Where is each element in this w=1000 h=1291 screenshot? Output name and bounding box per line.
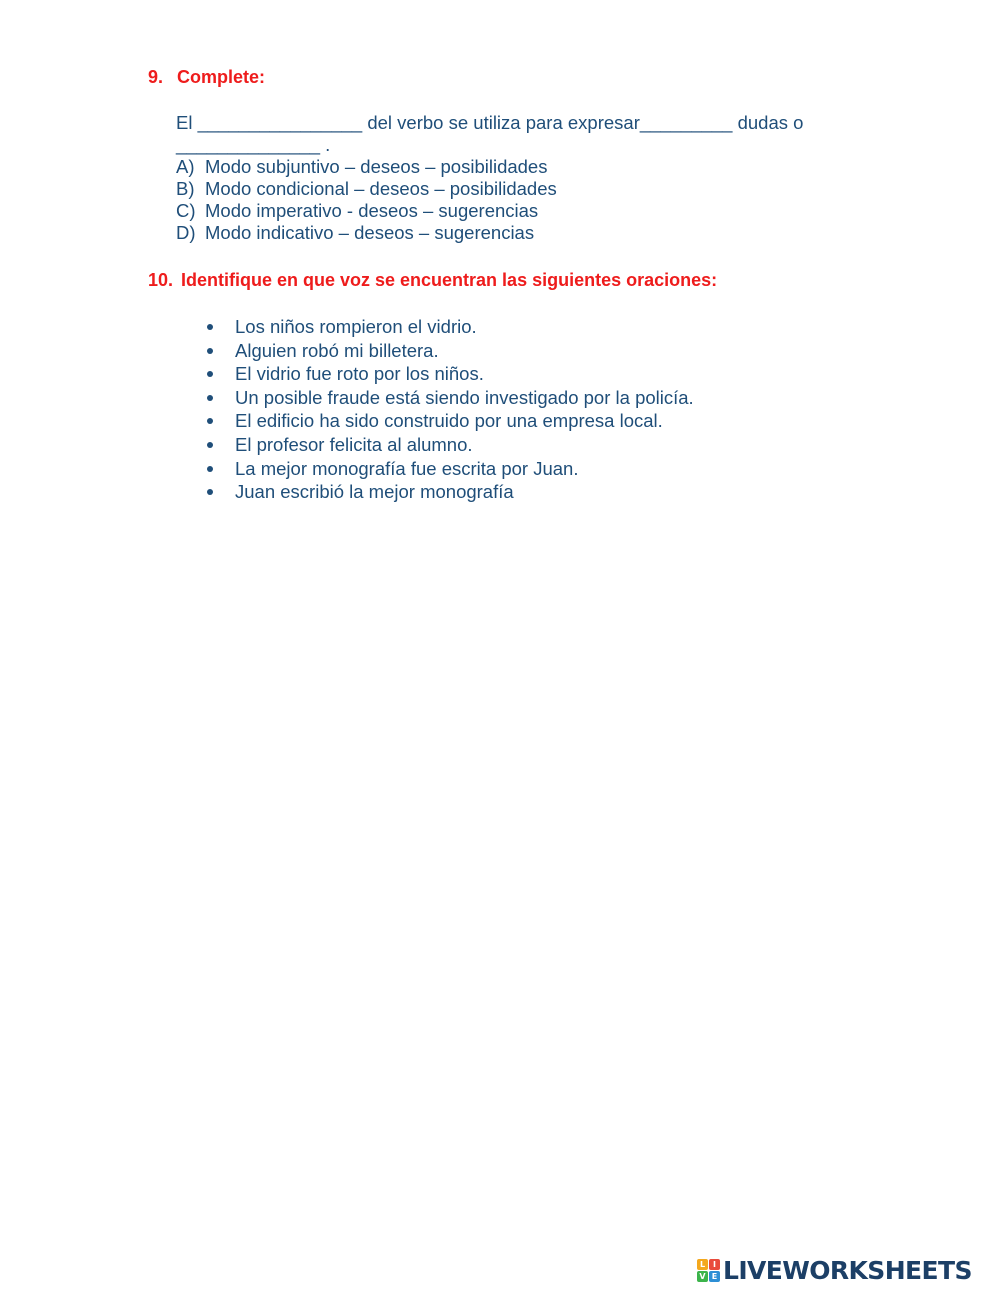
option-b — [176, 178, 557, 200]
sentence-list — [204, 315, 694, 504]
bullet-icon — [207, 371, 213, 377]
option-b-text: Modo condicional – deseos – posibilidades — [205, 178, 557, 199]
logo-tile-i: I — [709, 1259, 720, 1270]
question-9-prompt-line1: El ________________ del verbo se utiliza para expresar_________ dudas o — [176, 112, 804, 133]
sentence-text: El profesor felicita al alumno. — [235, 433, 473, 455]
option-a — [176, 156, 557, 178]
option-c — [176, 200, 557, 222]
list-item — [204, 433, 694, 457]
sentence-text: Juan escribió la mejor monografía — [235, 481, 514, 503]
bullet-icon — [207, 466, 213, 472]
list-item — [204, 362, 694, 386]
bullet-icon — [207, 324, 213, 330]
bullet-icon — [207, 418, 213, 424]
option-d — [176, 222, 557, 244]
bullet-icon — [207, 348, 213, 354]
question-9-options — [176, 156, 557, 244]
sentence-text: Alguien robó mi billetera. — [235, 339, 439, 361]
liveworksheets-logo-icon — [697, 1259, 721, 1283]
list-item — [204, 409, 694, 433]
question-10-heading — [148, 270, 717, 290]
logo-tile-e: E — [709, 1271, 720, 1282]
list-item — [204, 386, 694, 410]
question-10-number: 10. — [148, 270, 174, 290]
question-10-title: Identifique en que voz se encuentran las siguientes oraciones: — [181, 270, 718, 290]
option-a-text: Modo subjuntivo – deseos – posibilidades — [205, 156, 548, 177]
option-c-letter: C) — [176, 200, 196, 221]
option-c-text: Modo imperativo - deseos – sugerencias — [205, 200, 539, 221]
question-9-number: 9. — [148, 67, 164, 87]
logo-tile-l: L — [697, 1259, 708, 1270]
sentence-text: El vidrio fue roto por los niños. — [235, 363, 484, 385]
liveworksheets-wordmark: LIVEWORKSHEETS — [723, 1256, 972, 1285]
liveworksheets-brand — [697, 1257, 972, 1285]
question-9-prompt-line2: ______________ . — [176, 134, 331, 155]
sentence-text: La mejor monografía fue escrita por Juan. — [235, 457, 579, 479]
option-a-letter: A) — [176, 156, 195, 177]
list-item — [204, 457, 694, 481]
bullet-icon — [207, 489, 213, 495]
bullet-icon — [207, 395, 213, 401]
bullet-icon — [207, 442, 213, 448]
question-9-heading — [148, 67, 265, 87]
sentence-text: Un posible fraude está siendo investigado por la policía. — [235, 386, 694, 408]
list-item — [204, 339, 694, 363]
sentence-text: Los niños rompieron el vidrio. — [235, 316, 477, 337]
option-b-letter: B) — [176, 178, 195, 199]
list-item — [204, 315, 694, 339]
logo-tile-v: V — [697, 1271, 708, 1282]
list-item — [204, 480, 694, 504]
option-d-text: Modo indicativo – deseos – sugerencias — [205, 222, 535, 243]
sentence-text: El edificio ha sido construido por una empresa local. — [235, 410, 663, 432]
question-9-title: Complete: — [177, 67, 266, 87]
option-d-letter: D) — [176, 222, 196, 243]
